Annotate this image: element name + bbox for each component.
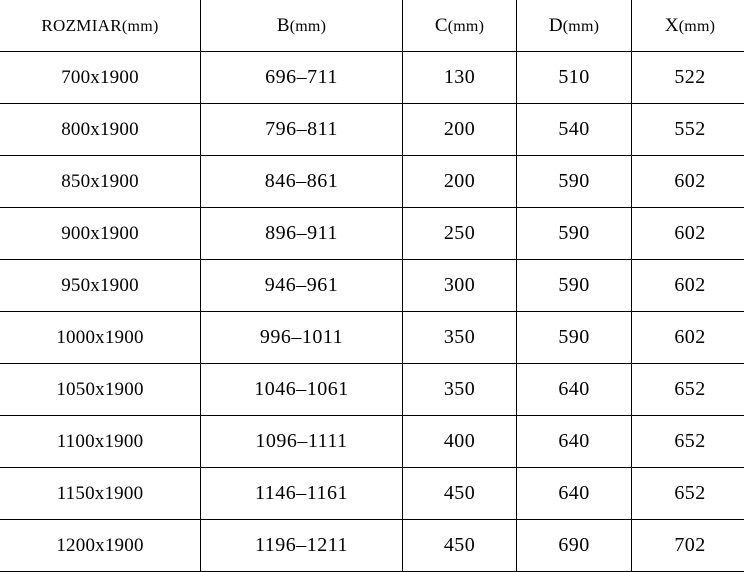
cell-x: 602 <box>632 260 744 312</box>
cell-x: 652 <box>632 416 744 468</box>
column-header-c-label: C <box>435 15 448 36</box>
cell-x: 552 <box>632 104 744 156</box>
cell-d: 540 <box>517 104 632 156</box>
cell-size: 700x1900 <box>0 52 201 104</box>
cell-b: 1146–1161 <box>201 468 403 520</box>
cell-d: 640 <box>517 364 632 416</box>
table-row <box>0 156 744 208</box>
cell-c: 450 <box>403 520 517 572</box>
cell-b: 946–961 <box>201 260 403 312</box>
cell-c: 200 <box>403 104 517 156</box>
column-header-rozmiar-label: ROZMIAR <box>41 16 122 35</box>
cell-d: 590 <box>517 260 632 312</box>
column-header-c <box>403 0 517 52</box>
table-header <box>0 0 744 52</box>
table-row <box>0 52 744 104</box>
cell-size: 900x1900 <box>0 208 201 260</box>
table-row <box>0 468 744 520</box>
cell-d: 590 <box>517 312 632 364</box>
table-row <box>0 364 744 416</box>
column-header-d-label: D <box>549 15 563 36</box>
table-body <box>0 52 744 572</box>
cell-x: 602 <box>632 312 744 364</box>
cell-d: 640 <box>517 416 632 468</box>
cell-x: 602 <box>632 156 744 208</box>
cell-b: 846–861 <box>201 156 403 208</box>
column-header-b-label: B <box>277 15 290 36</box>
cell-b: 1046–1061 <box>201 364 403 416</box>
cell-b: 1196–1211 <box>201 520 403 572</box>
table-row <box>0 520 744 572</box>
cell-size: 950x1900 <box>0 260 201 312</box>
table-row <box>0 104 744 156</box>
table-row <box>0 312 744 364</box>
cell-d: 510 <box>517 52 632 104</box>
cell-x: 652 <box>632 468 744 520</box>
cell-c: 400 <box>403 416 517 468</box>
column-header-rozmiar <box>0 0 201 52</box>
column-header-x-unit: (mm) <box>679 18 715 35</box>
cell-c: 450 <box>403 468 517 520</box>
cell-x: 522 <box>632 52 744 104</box>
table-row <box>0 416 744 468</box>
column-header-c-unit: (mm) <box>448 18 484 35</box>
table-row <box>0 260 744 312</box>
column-header-rozmiar-unit: (mm) <box>122 18 159 35</box>
cell-b: 696–711 <box>201 52 403 104</box>
cell-d: 640 <box>517 468 632 520</box>
cell-c: 250 <box>403 208 517 260</box>
cell-c: 200 <box>403 156 517 208</box>
cell-b: 996–1011 <box>201 312 403 364</box>
cell-b: 1096–1111 <box>201 416 403 468</box>
column-header-b <box>201 0 403 52</box>
cell-c: 350 <box>403 312 517 364</box>
cell-size: 800x1900 <box>0 104 201 156</box>
cell-d: 690 <box>517 520 632 572</box>
cell-c: 130 <box>403 52 517 104</box>
cell-size: 1000x1900 <box>0 312 201 364</box>
cell-d: 590 <box>517 156 632 208</box>
cell-size: 850x1900 <box>0 156 201 208</box>
column-header-b-unit: (mm) <box>290 18 326 35</box>
cell-size: 1100x1900 <box>0 416 201 468</box>
table-header-row <box>0 0 744 52</box>
column-header-d-unit: (mm) <box>563 18 599 35</box>
cell-size: 1200x1900 <box>0 520 201 572</box>
cell-x: 602 <box>632 208 744 260</box>
column-header-x-label: X <box>665 15 679 36</box>
cell-c: 350 <box>403 364 517 416</box>
cell-c: 300 <box>403 260 517 312</box>
cell-b: 796–811 <box>201 104 403 156</box>
cell-d: 590 <box>517 208 632 260</box>
cell-size: 1050x1900 <box>0 364 201 416</box>
cell-b: 896–911 <box>201 208 403 260</box>
column-header-d <box>517 0 632 52</box>
table-row <box>0 208 744 260</box>
column-header-x <box>632 0 744 52</box>
cell-x: 702 <box>632 520 744 572</box>
cell-size: 1150x1900 <box>0 468 201 520</box>
cell-x: 652 <box>632 364 744 416</box>
